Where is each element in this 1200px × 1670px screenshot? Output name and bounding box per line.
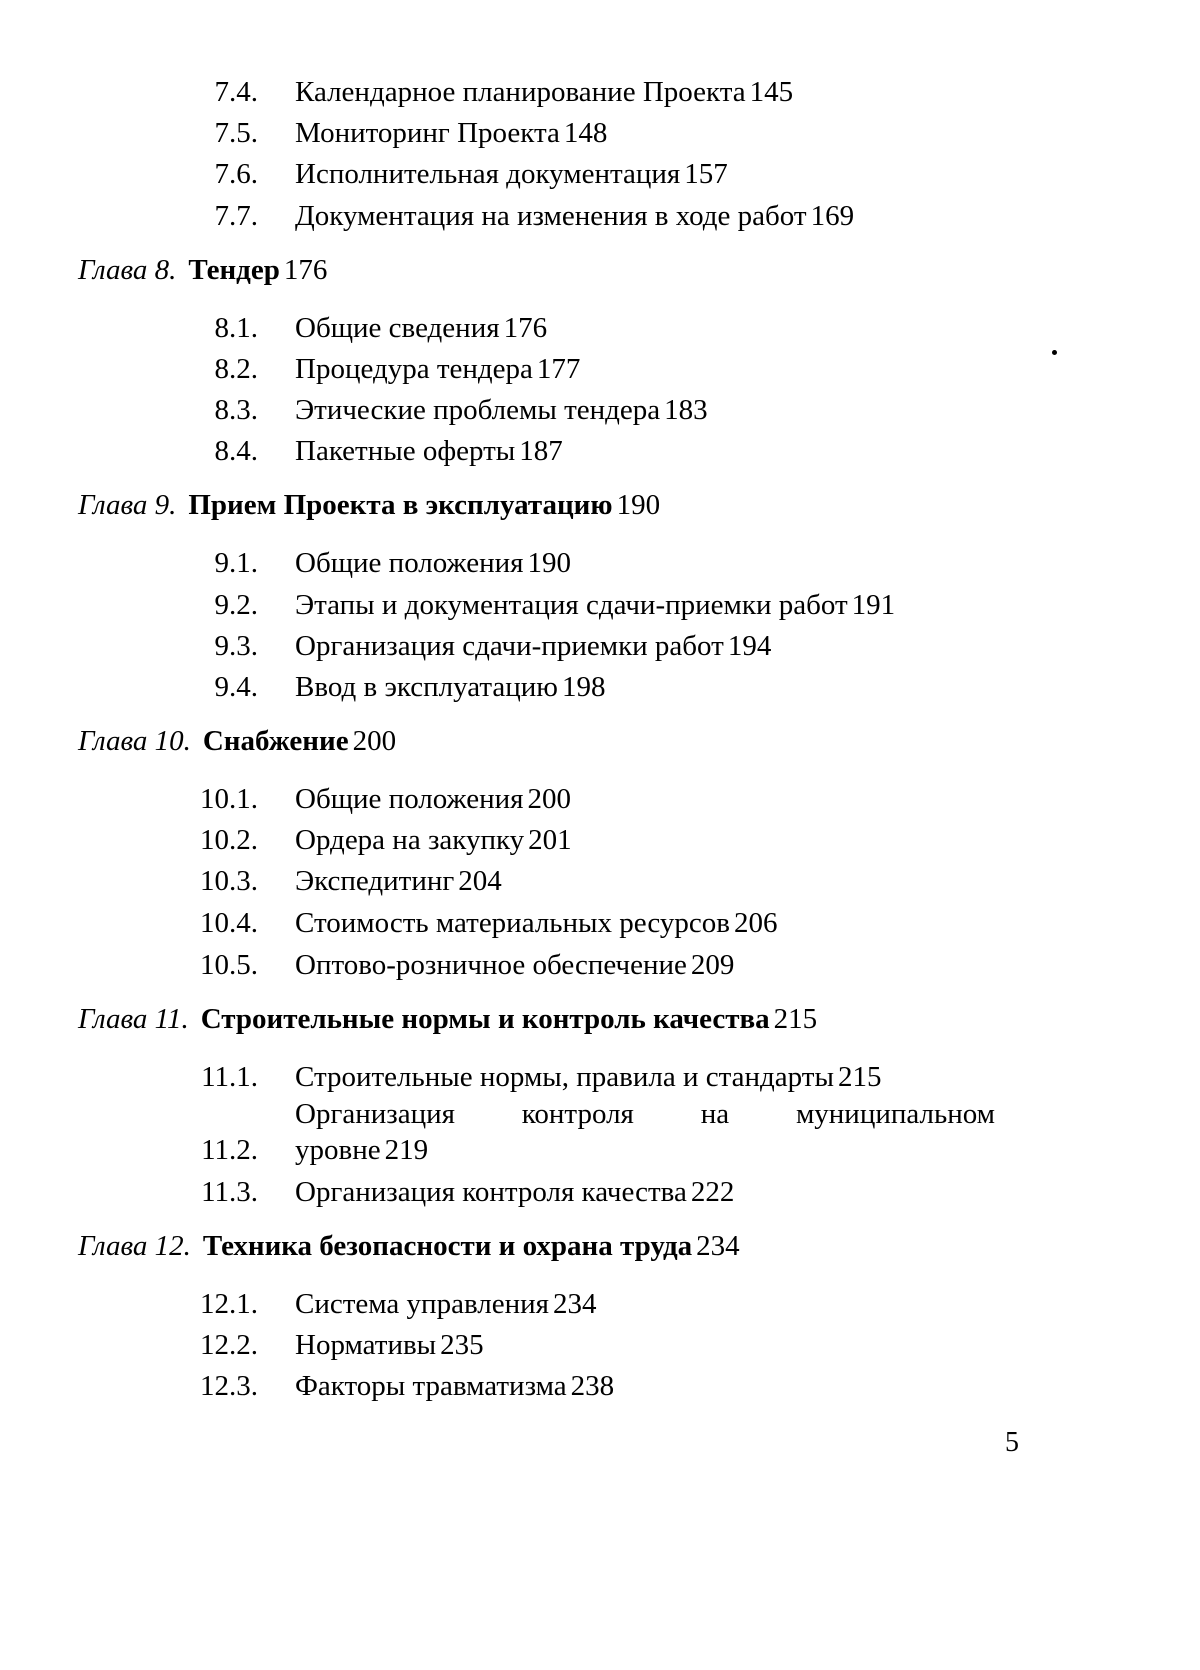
page-number: 200 (527, 783, 571, 815)
page-number: 200 (352, 725, 397, 757)
section-title: Мониторинг Проекта (295, 117, 560, 149)
page-number: 191 (851, 589, 896, 621)
section-number: 10.4. (200, 907, 258, 939)
section-number: 12.1. (200, 1288, 258, 1320)
page-number: 234 (696, 1230, 740, 1262)
section-number: 11.2. (201, 1134, 258, 1166)
chapter-label: Глава 11. (78, 1003, 189, 1035)
title-word: контроля (521, 1098, 634, 1130)
page-number: 198 (561, 671, 606, 703)
page-number: 183 (664, 394, 708, 426)
page-number: 194 (727, 630, 772, 662)
section-number: 9.1. (214, 547, 258, 579)
section-number: 7.4. (214, 76, 258, 108)
section-title: Факторы травматизма (295, 1370, 567, 1402)
scan-speck (1052, 350, 1057, 355)
section-title: Строительные нормы, правила и стандарты (295, 1061, 834, 1093)
page-number: 235 (440, 1329, 484, 1361)
page-number: 209 (690, 949, 735, 981)
section-title: Документация на изменения в ходе работ (295, 200, 807, 232)
page-number: 148 (563, 117, 608, 149)
section-title: Процедура тендера (295, 353, 533, 385)
section-number: 11.1. (201, 1061, 258, 1093)
page-number: 238 (570, 1370, 615, 1402)
chapter-title: Прием Проекта в эксплуатацию (188, 489, 613, 521)
section-title: Стоимость материальных ресурсов (295, 907, 730, 939)
page-number: 234 (552, 1288, 597, 1320)
chapter-label: Глава 9. (78, 489, 177, 521)
section-number: 9.3. (214, 630, 258, 662)
section-title: Этапы и документация сдачи-приемки работ (295, 589, 848, 621)
section-number: 11.3. (201, 1176, 258, 1208)
page-number: 176 (503, 312, 548, 344)
section-title: Общие положения (295, 547, 524, 579)
page-number: 176 (283, 254, 328, 286)
page-number: 145 (749, 76, 794, 108)
page-number: 222 (690, 1176, 735, 1208)
chapter-title: Строительные нормы и контроль качества (200, 1003, 770, 1035)
section-number: 7.7. (214, 200, 258, 232)
page-number: 219 (384, 1134, 429, 1166)
page-number: 201 (528, 824, 572, 856)
chapter-label: Глава 8. (78, 254, 177, 286)
section-number: 10.1. (200, 783, 258, 815)
section-number: 10.5. (200, 949, 258, 981)
chapter-label: Глава 12. (78, 1230, 191, 1262)
section-title: Пакетные оферты (295, 435, 516, 467)
section-title: Календарное планирование Проекта (295, 76, 746, 108)
chapter-title: Тендер (188, 254, 280, 286)
section-title: Организация контроля качества (295, 1176, 687, 1208)
section-title: Нормативы (295, 1329, 437, 1361)
section-number: 9.2. (214, 589, 258, 621)
chapter-title: Снабжение (202, 725, 349, 757)
section-number: 10.2. (200, 824, 258, 856)
page-number: 190 (527, 547, 571, 579)
section-number: 12.2. (200, 1329, 258, 1361)
chapter-label: Глава 10. (78, 725, 191, 757)
section-title: Общие положения (295, 783, 524, 815)
page-number: 177 (536, 353, 581, 385)
section-title: Система управления (295, 1288, 549, 1320)
section-number: 7.5. (214, 117, 258, 149)
section-title: Организация сдачи-приемки работ (295, 630, 724, 662)
page-number: 204 (458, 865, 502, 897)
section-title: Оптово-розничное обеспечение (295, 949, 687, 981)
section-number: 8.2. (214, 353, 258, 385)
page-number: 169 (810, 200, 855, 232)
title-word: муниципальном (795, 1098, 996, 1130)
page-number: 215 (773, 1003, 818, 1035)
page-number: 157 (684, 158, 728, 190)
section-title: Исполнительная документация (295, 158, 681, 190)
page-number: 206 (733, 907, 778, 939)
section-title: Общие сведения (295, 312, 500, 344)
page-number: 215 (837, 1061, 882, 1093)
section-number: 9.4. (214, 671, 258, 703)
title-word: на (700, 1098, 730, 1130)
title-word: Организация (295, 1098, 455, 1130)
section-number: 7.6. (214, 158, 258, 190)
section-number: 8.3. (214, 394, 258, 426)
chapter-title: Техника безопасности и охрана труда (202, 1230, 693, 1262)
section-title: Экспедитинг (295, 865, 455, 897)
section-title: Этические проблемы тендера (295, 394, 661, 426)
page-number: 187 (519, 435, 563, 467)
page-folio: 5 (1005, 1427, 1019, 1458)
section-number: 10.3. (200, 865, 258, 897)
section-number: 8.1. (214, 312, 258, 344)
section-title: Ордера на закупку (295, 824, 525, 856)
section-title-first-line (295, 1094, 995, 1134)
section-title: Ввод в эксплуатацию (295, 671, 558, 703)
section-number: 8.4. (214, 435, 258, 467)
page-number: 190 (616, 489, 661, 521)
section-title-continuation: уровне (295, 1134, 381, 1166)
section-number: 12.3. (200, 1370, 258, 1402)
